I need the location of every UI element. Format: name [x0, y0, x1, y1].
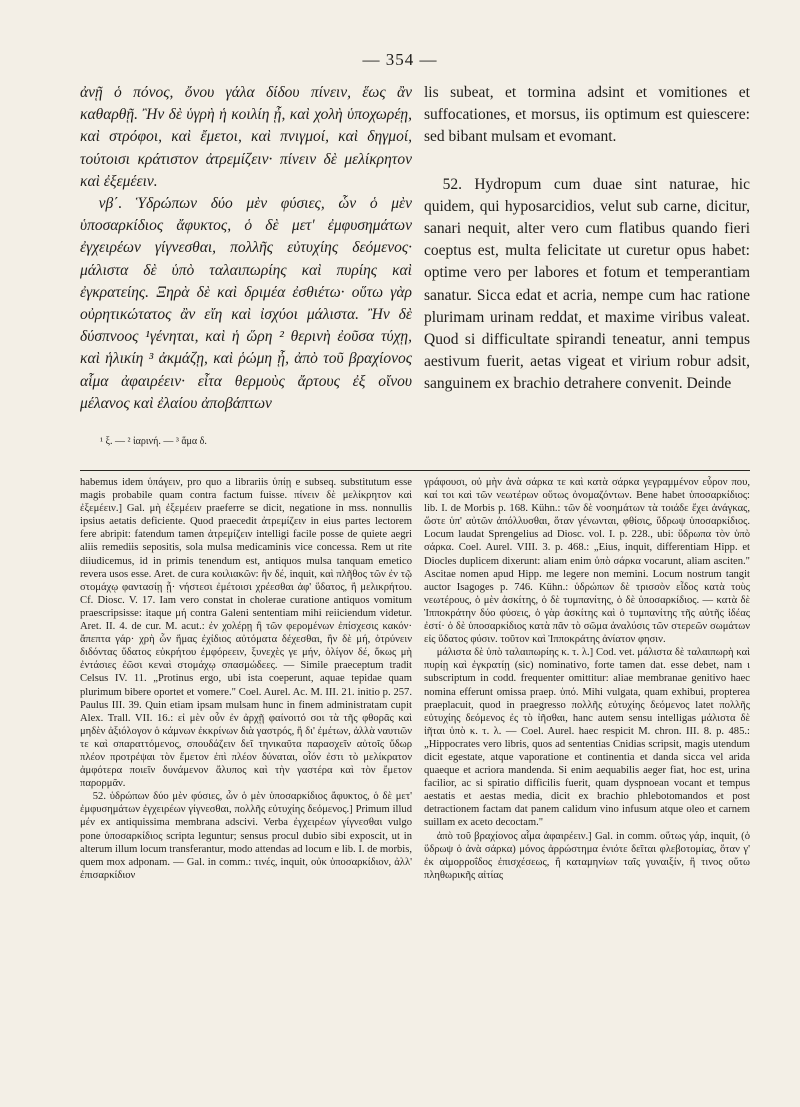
greek-paragraph: ἀνῇ ὁ πόνος, ὄνου γάλα δίδου πίνειν, ἕως ἂν καθαρθῇ. Ἢν δὲ ὑγρὴ ἡ κοιλίη ᾖ, καὶ χολὴ ὑποχωρέῃ, καὶ στρόφοι, καὶ ἔμετοι, καὶ πνιγμοί, καὶ δηγμοί, τούτοισι κράτιστον ἀτρεμίζειν· πίνειν δὲ μελίκρητον καὶ ἐξεμέειν.	[80, 84, 412, 190]
latin-paragraph: 52. Hydropum cum duae sint naturae, hic quidem, qui hyposarcidios, velut sub carne, dicitur, sanari nequit, alter vero cum flatibus quando fieri coeptus est, multa felicitate ut curetur opus habet: optime vero per labores et fotum et temperantiam sanatur. Sicca edat et acria, nempe cum hac ratione plurimam urinam reddat, et maxime viribus valeat. Quod si difficultate spirandi teneatur, anni tempus aestivum fuerit, aetas vigeat et virium robur adsit, sanguinem ex brachio detrahere convenit. Deinde	[424, 175, 750, 393]
critical-apparatus: ¹ ξ. — ² ἰαρινή. — ³ ἅμα δ.	[100, 436, 207, 447]
commentary-right-column	[424, 476, 750, 882]
divider-rule	[80, 470, 750, 471]
commentary-paragraph: habemus idem ὑπάγειν, pro quo a librariis ὑπίῃ e subseq. substitutum esse magis probabile quam contra factum fuisse. πίνειν δὲ μελίκρητον καὶ ἐξεμέειν.] Gal. μὴ ἐξεμέειν praeferre se dicit, negatione in mss. nonnullis ipsius aetatis deficiente. Quod praecedit ἀτρεμίζειν in eius partes lectorem fere abripit: fatendum tamen ἀτρεμίζειν intelligi facile posse de quiete aegri aliis remediis sepositis, sola mulsa medicaminis vice concessa. Rem ut rite diiudicemus, id in primis tenendum est, antiquos mulsa tanquam emetico revera usos esse. Aret. de cura κοιλιακῶν: ἢν δέ, inquit, καὶ πλῆθος τῶν ἐν τῷ στομάχῳ φαντασίῃ ᾖ· νήστεσι ἐμέτοισι χρέεσθαι ἀφ' ὕδατος, ἢ μελικρήτου. Cf. Diosc. V. 17. Iam vero constat in cholerae curatione antiquos vomitum praescripsisse: itaque μή contra Galeni sententiam mihi reiiciendum videtur. Aret. II. 4. de cur. M. acut.: ἐν χολέρῃ ἢ τῶν φερομένων ἐπίσχεσις κακόν· ἄπεπτα γάρ· χρὴ ὧν ἥμας ἐχίδιος αὐτόματα δέχεσθαι, ἢν δὲ μή, ὀτρύνειν διδόντας ὕδατος εὐκρήτου ἐμφόρεειν, ξυνεχὲς γε μήν, ὀλίγον δέ, ὅκως μὴ ἐντάσιες ἐῶσι κεναὶ στομάχῳ σπασμώδεες. — Simile praeceptum tradit Celsus IV. 11. „Protinus ergo, ubi ista coeperunt, aquae tepidae quam plurimum bibere oportet et vomere." Coel. Aurel. Ac. M. III. 21. initio p. 257. Paulus III. 39. Quin etiam ipsam mulsam hunc in finem administratam cupit Alex. Trall. VII. 16.: εἰ μὲν οὖν ἐν ἀρχῇ φαίνοιτό σοι τὰ τῆς φθορᾶς καὶ μηδὲν ἀξιόλογον ὁ κάμνων ἐκκρίνων διὰ γαστρός, ἢ δι' ἐμέτων, ἀλλὰ ναυτιῶν τε καὶ σπαραττόμενος, σπουδάζειν δεῖ τηνικαῦτα παρασχεῖν αὐτοῖς ὕδωρ πλέον προτρέψαι τὸν ἔμετον ἐπὶ πλέον δύναται, οἷόν ἐστι τὸ μελίκρατον ἀμφότερα ποιεῖν δυνάμενον ἄλυπος καὶ τὴν γαστέρα καὶ τὸν ἔμετον παρορμᾶν.	[80, 477, 412, 790]
greek-text-column	[80, 82, 412, 415]
commentary-paragraph: μάλιστα δὲ ὑπὸ ταλαιπωρίης κ. τ. λ.] Cod. vet. μάλιστα δὲ ταλαιπωρὴ καὶ πυρίῃ καὶ ἐγκρατίῃ (sic) nominativo, forte tamen dat. esse debet, nam ι subscriptum in codd. frequenter omittitur: aliae membranae genitivo haec nomina efferunt omissa praep. ὑπό. Mihi vulgata, quam exhibui, propterea praeplacuit, quod in praegresso πολλῆς εὐτυχίης δεόμενος latet πολλῆς εὐτυχίης δεόμενος ἐς τὸ ἰῆσθαι, hanc autem sensu intelligas μάλιστα δὲ ἰῆται ὑπὸ κ. τ. λ. — Coel. Aurel. haec respicit M. chron. III. 8. p. 485.: „Hippocrates vero libris, quos ad sententias Cnidias scripsit, magis utendum dicit egestate, atque vaporatione et continentia et danda sicca vel arida quaeque et acriora mandenda. Si enim aequabilis aeger fiat, hoc est, urina facilior, ac si spiratio difficilis fuerit, quam dyspnoean vocant et tempus aestatis et aestas media, dicit ex brachio phlebotomandos et post detractionem factam dat panem calidum vino infusum atque oleo et carnem suillam ex aceto decoctam."	[424, 647, 750, 829]
commentary-left-column	[80, 476, 412, 882]
latin-translation-column	[424, 82, 750, 396]
page-number: — 354 —	[362, 50, 438, 69]
commentary-paragraph: 52. ὑδρώπων δύο μὲν φύσιες, ὧν ὁ μὲν ὑποσαρκίδιος ἄφυκτος, ὁ δὲ μετ' ἐμφυσημάτων ἐγχειρέων γίγνεσθαι, πολλῆς εὐτυχίης δεόμενος.] Primum illud μέν ex antiquissima membrana adscivi. Verba ἐγχειρέων γίγνεσθαι vulgo pone ὑποσαρκίδιος scripta leguntur; sensus procul dubio sibi exposcit, ut in alterum illum locum transferantur, modo attendas ad locum e lib. I. de morbis, quem mox adponam. — Gal. in comm.: τινές, inquit, οὐκ ὑποσαρκίδιον, ἀλλ' ἐπισαρκίδιον	[80, 791, 412, 881]
commentary-paragraph: ἀπὸ τοῦ βραχίονος αἷμα ἀφαιρέειν.] Gal. in comm. οὕτως γάρ, inquit, (ὁ ὕδρωψ ὁ ἀνὰ σάρκα) μόνος ἀρρώστημα ἐνιότε δεῖται φλεβοτομίας, ὅταν γ' ἐκ αἱμορροΐδος ἐπισχέσεως, ἢ καταμηνίων ταῖς γυναιξίν, ἢ τινος οὕτω πληθωρικῆς αἰτίας	[424, 830, 750, 881]
latin-paragraph: lis subeat, et tormina adsint et vomitiones et suffocationes, et morsus, iis optimum est quiescere: sed bibant mulsam et evomant.	[424, 84, 750, 146]
greek-paragraph: νβ΄. Ὑδρώπων δύο μὲν φύσιες, ὧν ὁ μὲν ὑποσαρκίδιος ἄφυκτος, ὁ δὲ μετ' ἐμφυσημάτων ἐγχειρέων γίγνεσθαι, πολλῆς εὐτυχίης δεόμενος· μάλιστα δὲ ὑπὸ ταλαιπωρίης καὶ πυρίης καὶ ἐγκρατείης. Ξηρὰ δὲ καὶ δριμέα ἐσθιέτω· οὕτω γὰρ οὐρητικώτατος ἂν εἴη καὶ ἰσχύοι μάλιστα. Ἢν δὲ δύσπνοος ¹γένηται, καὶ ἡ ὥρη ² θερινὴ ἐοῦσα τύχῃ, καὶ ἡλικίη ³ ἀκμάζῃ, καὶ ῥώμη ᾖ, ἀπὸ τοῦ βραχίονος αἷμα ἀφαιρέειν· εἶτα θερμοὺς ἄρτους ἐξ οἴνου μέλανος καὶ ἐλαίου ἀποβάπτων	[80, 195, 412, 412]
commentary-paragraph: γράφουσι, οὐ μὴν ἀνὰ σάρκα τε καὶ κατὰ σάρκα γεγραμμένον εὗρον που, καί τοι καὶ τῶν νεωτέρων οὕτως ὀνομαζόντων. Bene habet ὑποσαρκίδιος: lib. I. de Morbis p. 168. Kühn.: τῶν δὲ νοσημάτων τὰ τοιάδε ἔχει ἀνάγκας, ὥστε ὑπ' αὐτῶν ἀπόλλυσθαι, ὅταν γένωνται, φθίσις, ὕδρωψ ὑποσαρκίδιος. Locum laudat Sprengelius ad Diosc. vol. I. p. 228., ubi: ὕδρωπα τὸν ὑπὸ σάρκα. Coel. Aurel. VIII. 3. p. 468.: „Eius, inquit, differentiam Hipp. et Diocles duplicem dixerunt: aliam enim ὑπὸ σάρκα vocarunt, aliam asciten." Ascitae nomen apud Hipp. me legere non memini. Locum nostrum tangit auctor Isagoges p. 746. Kühn.: ὑδρώπων δὲ τρισσὸν εἶδος κατὰ τοὺς νεωτέρους, ὁ μὲν ἀσκίτης, ὁ δὲ τυμπανίτης, ὁ δὲ ὑποσαρκίδιος. — κατὰ δὲ Ἱπποκράτην δύο φύσεις, ὁ γὰρ ἀσκίτης καὶ ὁ τυμπανίτης τῆς αὐτῆς ἰδέας ἐστί· ὁ δὲ ὑποσαρκίδιος κατὰ πᾶν τὸ σῶμα ἀναλύσις τῶν στερεῶν σωμάτων εἰς ὕδατος φύσιν. τοῦτον καὶ Ἱπποκράτης ἀνίατον φησιν.	[424, 477, 750, 646]
paragraph-gap	[424, 149, 750, 174]
